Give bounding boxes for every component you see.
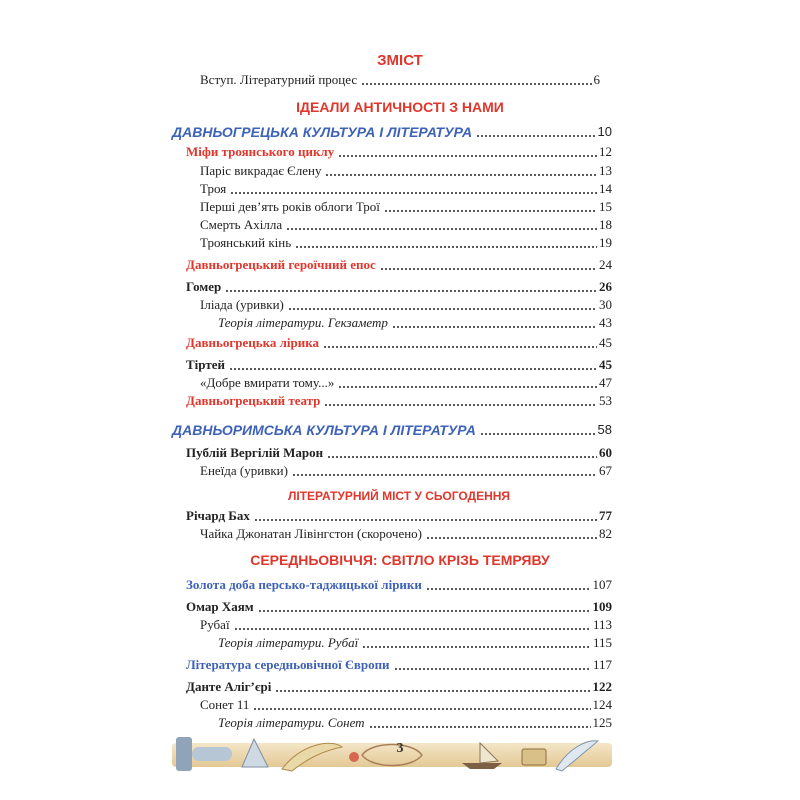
entry-page: 77 [599, 508, 612, 523]
part2-title: СЕРЕДНЬОВІЧЧЯ: СВІТЛО КРІЗЬ ТЕМРЯВУ [250, 552, 550, 568]
entry-label: Золота доба персько-таджицької лірики [186, 577, 422, 592]
entry-page: 109 [592, 599, 612, 614]
entry-label: Іліада (уривки) [200, 297, 284, 312]
entry-page: 124 [592, 697, 612, 712]
dot-leader [295, 246, 597, 248]
toc-title: ЗМІСТ [377, 52, 423, 69]
toc-entry-vergil[interactable] [186, 443, 612, 461]
entry-label: Вступ. Літературний процес [200, 72, 358, 87]
dot-leader [362, 646, 591, 648]
entry-page: 43 [599, 315, 612, 330]
entry-page: 125 [592, 715, 612, 730]
entry-page: 24 [599, 257, 612, 272]
toc-entry-rubai[interactable] [200, 615, 612, 633]
entry-page: 122 [592, 679, 612, 694]
toc-entry-bach[interactable] [186, 506, 612, 524]
entry-page: 53 [599, 393, 612, 408]
entry-label: ДАВНЬОГРЕЦЬКА КУЛЬТУРА І ЛІТЕРАТУРА [172, 124, 473, 140]
entry-page: 58 [597, 422, 612, 437]
dot-leader [338, 386, 597, 388]
dot-leader [258, 610, 591, 612]
entry-page: 115 [592, 635, 612, 650]
part1-title: ІДЕАЛИ АНТИЧНОСТІ З НАМИ [296, 99, 504, 115]
toc-entry-trojan-myths[interactable] [186, 142, 612, 160]
entry-page: 10 [597, 124, 612, 139]
toc-entry-greek-theatre[interactable] [186, 391, 612, 409]
dot-leader [394, 668, 591, 670]
entry-page: 45 [599, 357, 612, 372]
page-number: 3 [396, 741, 404, 756]
entry-label: Публій Вергілій Марон [186, 445, 324, 460]
entry-label: Троянський кінь [200, 235, 292, 250]
dot-leader [325, 174, 597, 176]
toc-entry-siege[interactable] [200, 197, 612, 215]
dot-leader [253, 708, 590, 710]
entry-label: Данте Аліг’єрі [186, 679, 272, 694]
toc-entry-paris[interactable] [200, 161, 612, 179]
entry-label: Чайка Джонатан Лівінгстон (скорочено) [200, 526, 423, 541]
entry-label: «Добре вмирати тому...» [200, 375, 335, 390]
entry-page: 107 [592, 577, 612, 592]
entry-page: 45 [599, 335, 612, 350]
entry-page: 60 [599, 445, 612, 460]
entry-label: Омар Хаям [186, 599, 254, 614]
toc-entry-theory-rubai[interactable] [218, 633, 612, 651]
toc-entry-aeneid[interactable] [200, 461, 612, 479]
dot-leader [229, 368, 597, 370]
toc-entry-intro[interactable] [200, 70, 600, 88]
entry-label: Міфи троянського циклу [186, 144, 335, 159]
entry-page: 113 [592, 617, 612, 632]
dot-leader [254, 519, 597, 521]
toc-entry-khayyam[interactable] [186, 597, 612, 615]
dot-leader [369, 726, 591, 728]
dot-leader [426, 537, 597, 539]
toc-entry-roman-culture[interactable] [172, 420, 612, 438]
entry-label: Давньогрецький героїчний епос [186, 257, 376, 272]
rose-icon [349, 752, 359, 762]
dot-leader [288, 308, 597, 310]
dot-leader [292, 474, 597, 476]
toc-entry-achilles[interactable] [200, 215, 612, 233]
toc-entry-medieval-europe[interactable] [186, 655, 612, 673]
entry-page: 30 [599, 297, 612, 312]
dot-leader [392, 326, 597, 328]
entry-label: Теорія літератури. Гекзаметр [218, 315, 388, 330]
entry-page: 12 [599, 144, 612, 159]
dot-leader [323, 346, 597, 348]
entry-label: Річард Бах [186, 508, 250, 523]
entry-page: 26 [599, 279, 612, 294]
entry-page: 67 [599, 463, 612, 478]
toc-entry-heroic-epos[interactable] [186, 255, 612, 273]
entry-page: 19 [599, 235, 612, 250]
entry-label: Паріс викрадає Єлену [200, 163, 322, 178]
dot-leader [338, 155, 597, 157]
toc-entry-good-die[interactable] [200, 373, 612, 391]
toc-entry-greek-lyric[interactable] [186, 333, 612, 351]
entry-page: 47 [599, 375, 612, 390]
toc-entry-sonnet[interactable] [200, 695, 612, 713]
bridge-title: ЛІТЕРАТУРНИЙ МІСТ У СЬОГОДЕННЯ [287, 489, 511, 503]
dot-leader [234, 628, 591, 630]
entry-label: Перші дев’ять років облоги Трої [200, 199, 380, 214]
entry-label: Тіртей [186, 357, 225, 372]
entry-label: Троя [200, 181, 227, 196]
entry-page: 13 [599, 163, 612, 178]
entry-label: Давньогрецький театр [186, 393, 321, 408]
entry-label: Давньогрецька лірика [186, 335, 320, 350]
entry-page: 18 [599, 217, 612, 232]
dot-leader [230, 192, 597, 194]
toc-entry-dante[interactable] [186, 677, 612, 695]
dot-leader [384, 210, 597, 212]
dot-leader [426, 588, 591, 590]
toc-entry-trojan-horse[interactable] [200, 233, 612, 251]
toc-entry-homer[interactable] [186, 277, 612, 295]
dot-leader [327, 456, 597, 458]
toc-entry-tirtei[interactable] [186, 355, 612, 373]
toc-entry-persian-lyric[interactable] [186, 575, 612, 593]
dot-leader [275, 690, 590, 692]
entry-label: Гомер [186, 279, 222, 294]
entry-label: ДАВНЬОРИМСЬКА КУЛЬТУРА І ЛІТЕРАТУРА [172, 422, 476, 438]
toc-entry-troy[interactable] [200, 179, 612, 197]
dot-leader [480, 433, 596, 435]
toc-entry-theory-hexameter[interactable] [218, 313, 612, 331]
toc-entry-seagull[interactable] [200, 524, 612, 542]
dot-leader [286, 228, 597, 230]
book-icon [522, 749, 546, 765]
toc-entry-greek-culture[interactable] [172, 122, 612, 140]
entry-page: 82 [599, 526, 612, 541]
entry-page: 6 [593, 72, 600, 87]
toc-entry-theory-sonnet[interactable] [218, 713, 612, 731]
dot-leader [380, 268, 597, 270]
entry-page: 15 [599, 199, 612, 214]
entry-label: Рубаї [200, 617, 230, 632]
dot-leader [225, 290, 597, 292]
entry-page: 117 [592, 657, 612, 672]
dot-leader [361, 83, 591, 85]
dot-leader [324, 404, 597, 406]
dot-leader [476, 135, 595, 137]
entry-label: Енеїда (уривки) [200, 463, 288, 478]
entry-label: Література середньовічної Європи [186, 657, 390, 672]
entry-label: Теорія літератури. Рубаї [218, 635, 359, 650]
entry-label: Теорія літератури. Сонет [218, 715, 365, 730]
toc-entry-iliad[interactable] [200, 295, 612, 313]
entry-label: Сонет 11 [200, 697, 250, 712]
entry-page: 14 [599, 181, 612, 196]
entry-label: Смерть Ахілла [200, 217, 283, 232]
